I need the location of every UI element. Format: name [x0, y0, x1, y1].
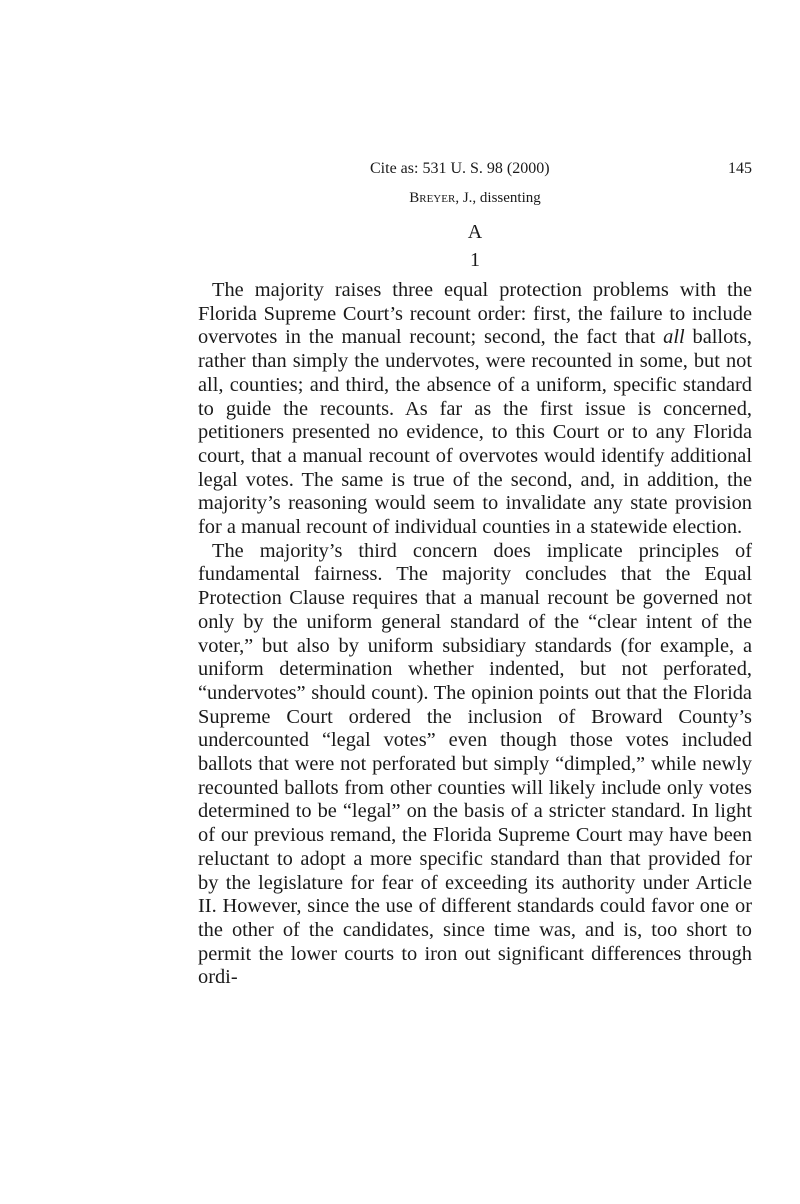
emphasis-all: all — [663, 326, 685, 349]
page-number: 145 — [728, 160, 752, 177]
paragraph-1-text-a: The majority raises three equal protection problems with the Florida Supreme Court’s recount order: first, the failure to include overvotes in the manual recount; second, the fact that — [198, 279, 752, 349]
subsection-heading: 1 — [470, 249, 480, 271]
opinion-body — [198, 279, 752, 990]
citation: Cite as: 531 U. S. 98 (2000) — [370, 160, 550, 177]
paragraph-2: The majority’s third concern does implicate principles of fundamental fairness. The majority concludes that the Equal Protection Clause requires that a manual recount be governed not only by the uniform general standard of the “clear intent of the voter,” but also by uniform subsidiary standards (for example, a uniform determination whether indented, but not perforated, “undervotes” should count). The opinion points out that the Florida Supreme Court ordered the inclusion of Broward County’s undercounted “legal votes” even though those votes included ballots that were not perforated but simply “dimpled,” while newly recounted ballots from other counties will likely include only votes determined to be “legal” on the basis of a stricter standard. In light of our previous remand, the Florida Supreme Court may have been reluctant to adopt a more specific standard than that provided for by the legislature for fear of exceeding its authority under Article II. However, since the use of different standards could favor one or the other of the candidates, since time was, and is, too short to permit the lower courts to iron out significant differences through ordi- — [198, 539, 752, 989]
author-suffix: , J., dissenting — [455, 190, 541, 206]
paragraph-1-text-b: ballots, rather than simply the undervotes, were recounted in some, but not all, counties; and third, the absence of a uniform, specific standard to guide the recounts. As far as the first issue is concerned, petitioners presented no evidence, to this Court or to any Florida court, that a manual recount of overvotes would identify additional legal votes. The same is true of the second, and, in addition, the majority’s reasoning would seem to invalidate any state provision for a manual recount of individual counties in a statewide election. — [198, 326, 752, 539]
section-heading: A — [467, 221, 483, 243]
paragraph-1 — [198, 279, 752, 540]
running-head — [198, 160, 752, 184]
author-line — [198, 190, 752, 212]
document-page — [198, 160, 752, 990]
author-name: Breyer — [409, 190, 456, 206]
